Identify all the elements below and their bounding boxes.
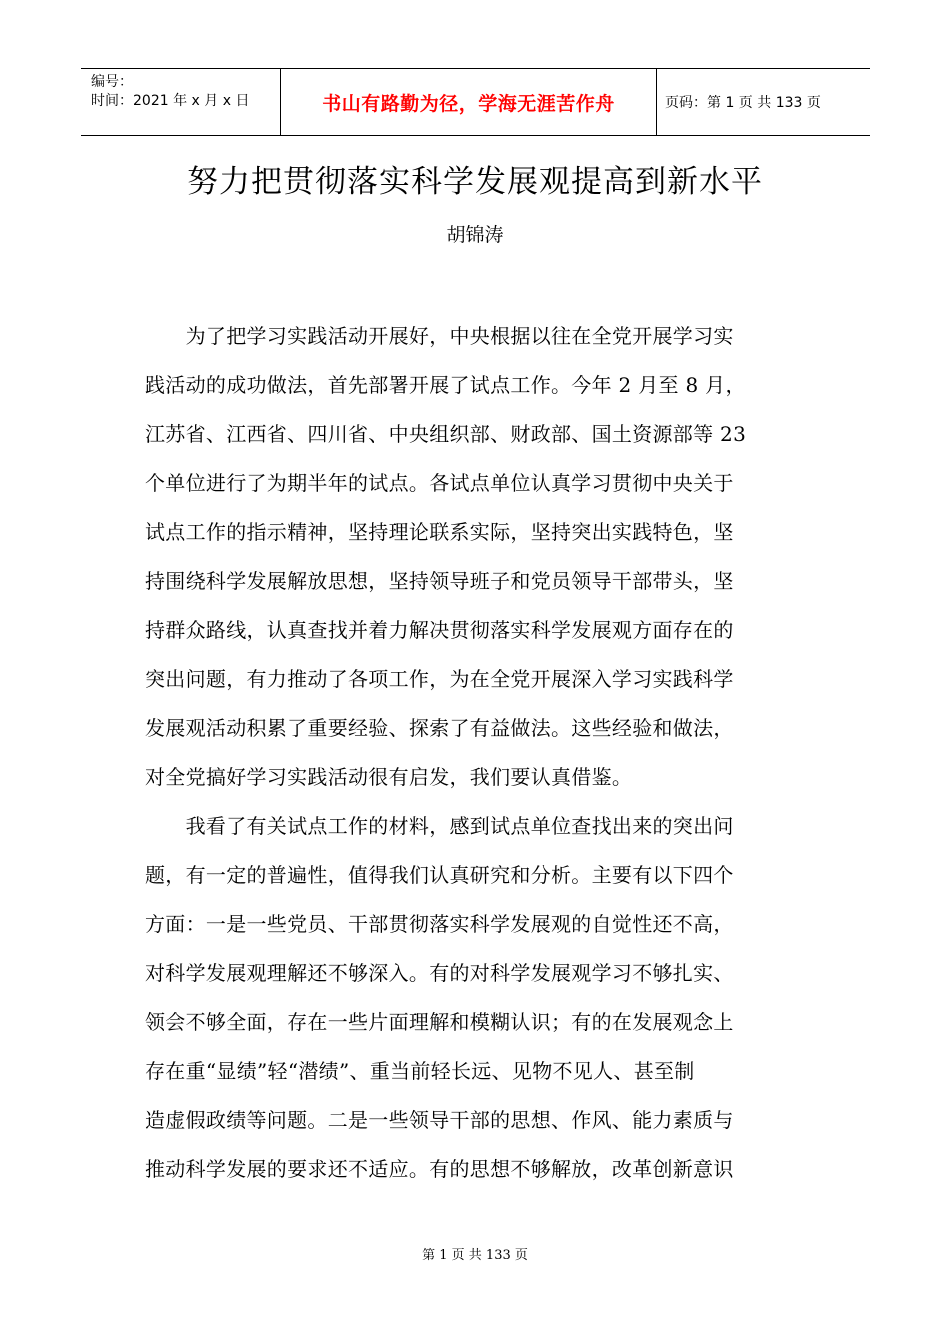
body-line: 造虚假政绩等问题。二是一些领导干部的思想、作风、能力素质与 bbox=[145, 1108, 734, 1132]
document-body bbox=[145, 312, 807, 1194]
body-line: 存在重“显绩”轻“潜绩”、重当前轻长远、见物不见人、甚至制 bbox=[145, 1059, 695, 1083]
body-line: 个单位进行了为期半年的试点。各试点单位认真学习贯彻中央关于 bbox=[145, 471, 734, 495]
body-line: 题，有一定的普遍性，值得我们认真研究和分析。主要有以下四个 bbox=[145, 863, 734, 887]
body-line: 推动科学发展的要求还不适应。有的思想不够解放，改革创新意识 bbox=[145, 1157, 734, 1181]
page-header bbox=[81, 68, 870, 136]
body-line: 持群众路线，认真查找并着力解决贯彻落实科学发展观方面存在的 bbox=[145, 618, 734, 642]
header-meta bbox=[81, 69, 281, 135]
body-line: 江苏省、江西省、四川省、中央组织部、财政部、国土资源部等 23 bbox=[145, 422, 747, 446]
body-line: 方面：一是一些党员、干部贯彻落实科学发展观的自觉性还不高， bbox=[145, 912, 734, 936]
body-line: 突出问题，有力推动了各项工作，为在全党开展深入学习实践科学 bbox=[145, 667, 734, 691]
body-line: 领会不够全面，存在一些片面理解和模糊认识；有的在发展观念上 bbox=[145, 1010, 734, 1034]
body-line: 为了把学习实践活动开展好，中央根据以往在全党开展学习实 bbox=[145, 324, 734, 348]
body-line: 试点工作的指示精神，坚持理论联系实际，坚持突出实践特色，坚 bbox=[145, 520, 734, 544]
body-line: 持围绕科学发展解放思想，坚持领导班子和党员领导干部带头，坚 bbox=[145, 569, 734, 593]
body-line: 对全党搞好学习实践活动很有启发，我们要认真借鉴。 bbox=[145, 765, 633, 789]
document-number-label: 编号： bbox=[91, 74, 133, 90]
body-line: 践活动的成功做法，首先部署开展了试点工作。今年 2 月至 8 月， bbox=[145, 373, 746, 397]
header-page-info: 页码：第 1 页 共 133 页 bbox=[665, 95, 821, 111]
body-line: 我看了有关试点工作的材料，感到试点单位查找出来的突出问 bbox=[145, 814, 734, 838]
document-time-label: 时间：2021 年 x 月 x 日 bbox=[91, 93, 250, 109]
document-author: 胡锦涛 bbox=[446, 224, 504, 246]
document-title: 努力把贯彻落实科学发展观提高到新水平 bbox=[187, 164, 763, 200]
page-footer: 第 1 页 共 133 页 bbox=[422, 1248, 528, 1263]
body-line: 对科学发展观理解还不够深入。有的对科学发展观学习不够扎实、 bbox=[145, 961, 734, 985]
body-line: 发展观活动积累了重要经验、探索了有益做法。这些经验和做法， bbox=[145, 716, 734, 740]
header-motto: 书山有路勤为径，学海无涯苦作舟 bbox=[281, 69, 657, 135]
